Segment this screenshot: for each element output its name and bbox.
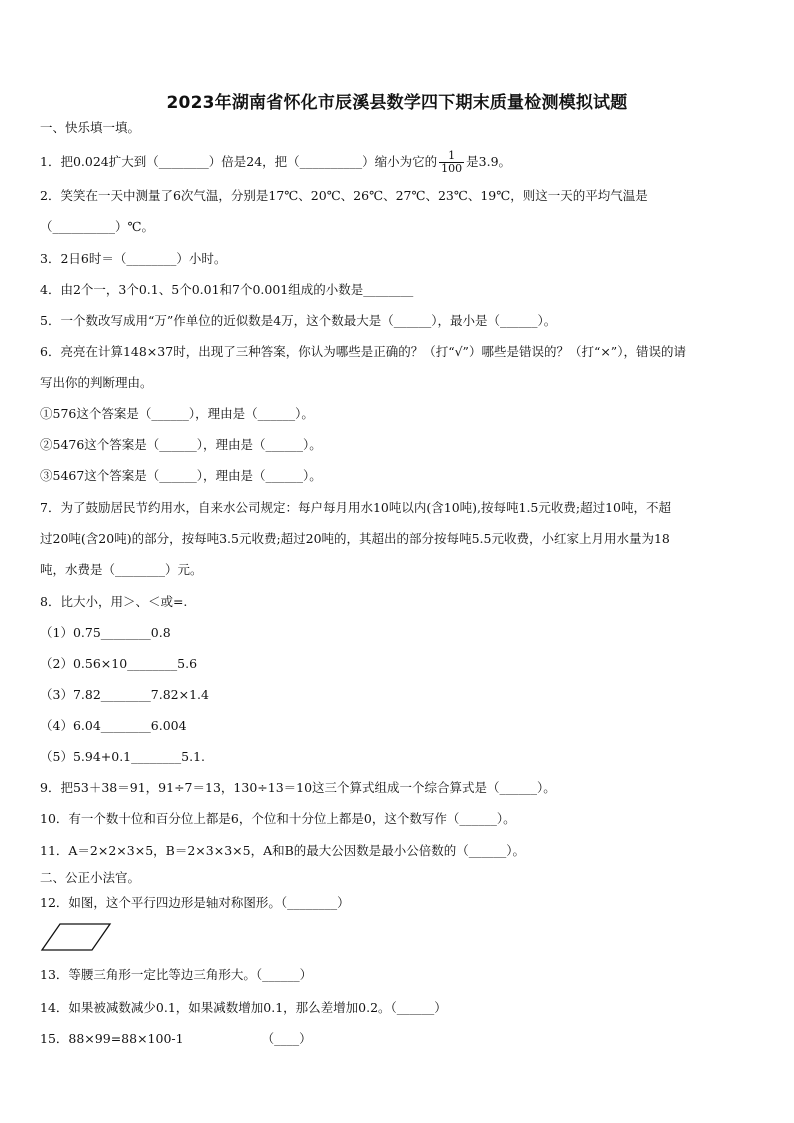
- question-8-item-5: （5）5.94+0.1________5.1.: [40, 749, 205, 764]
- question-8-item-2: （2）0.56×10________5.6: [40, 656, 198, 671]
- question-4: 4．由2个一，3个0.1、5个0.01和7个0.001组成的小数是________: [40, 282, 414, 297]
- question-8-item-4: （4）6.04________6.004: [40, 718, 187, 733]
- question-2-line-1: 2．笑笑在一天中测量了6次气温，分别是17℃、20℃、26℃、27℃、23℃、19℃，则这一天的平均气温是: [40, 188, 648, 203]
- page-title: 2023年湖南省怀化市辰溪县数学四下期末质量检测模拟试题: [166, 93, 628, 113]
- question-15: [40, 1031, 760, 1047]
- question-5: 5．一个数改写成用“万”作单位的近似数是4万，这个数最大是（______），最小是（______）。: [40, 313, 557, 328]
- question-7-line-3: 吨，水费是（________）元。: [40, 562, 203, 577]
- question-8-item-1: （1）0.75________0.8: [40, 625, 171, 640]
- question-6-line-1: 6．亮亮在计算148×37时，出现了三种答案，你认为哪些是正确的？（打“√”）哪些是错误的？（打“×”），错误的请: [40, 344, 686, 359]
- section-heading-judge: 二、公正小法官。: [40, 870, 141, 885]
- question-8: 8．比大小，用＞、＜或=.: [40, 594, 188, 609]
- question-7-line-1: 7．为了鼓励居民节约用水，自来水公司规定：每户每月用水10吨以内(含10吨),按每吨1.5元收费;超过10吨，不超: [40, 500, 671, 515]
- question-14: 14．如果被减数减少0.1，如果减数增加0.1，那么差增加0.2。（______）: [40, 1000, 447, 1015]
- question-6-item-2: ②5476这个答案是（______），理由是（______）。: [40, 437, 322, 452]
- question-13: 13．等腰三角形一定比等边三角形大。（______）: [40, 967, 313, 982]
- question-6-item-3: ③5467这个答案是（______），理由是（______）。: [40, 468, 322, 483]
- section-heading-fill-in: 一、快乐填一填。: [40, 120, 141, 135]
- question-1-text: 1．把0.024扩大到（________）倍是24，把（__________）缩小为它的: [40, 154, 438, 169]
- fraction-denominator: 100: [441, 162, 463, 175]
- parallelogram-outline: [42, 924, 110, 950]
- fraction-one-hundredth: [439, 150, 464, 175]
- parallelogram-figure: [40, 922, 112, 952]
- fraction-numerator: 1: [448, 149, 456, 162]
- question-1: [40, 150, 760, 175]
- question-15-answer-blank: （____）: [261, 1031, 312, 1046]
- question-6-item-1: ①576这个答案是（______），理由是（______）。: [40, 406, 314, 421]
- question-15-expression: 15．88×99=88×100-1: [40, 1031, 184, 1046]
- question-2-line-2: （__________）℃。: [40, 219, 154, 234]
- question-9: 9．把53＋38＝91，91÷7＝13，130÷13＝10这三个算式组成一个综合算式是（______）。: [40, 780, 556, 795]
- question-3: 3．2日6时＝（________）小时。: [40, 251, 227, 266]
- question-8-item-3: （3）7.82________7.82×1.4: [40, 687, 209, 702]
- question-10: 10．有一个数十位和百分位上都是6，个位和十分位上都是0，这个数写作（______）。: [40, 811, 516, 826]
- question-7-line-2: 过20吨(含20吨)的部分，按每吨3.5元收费;超过20吨的，其超出的部分按每吨5.5元收费，小红家上月用水量为18: [40, 531, 670, 546]
- question-12: 12．如图，这个平行四边形是轴对称图形。（________）: [40, 895, 350, 910]
- question-1-tail: 是3.9。: [466, 154, 512, 169]
- question-11: 11．A＝2×2×3×5，B＝2×3×3×5，A和B的最大公因数是最小公倍数的（______）。: [40, 843, 526, 858]
- question-6-line-2: 写出你的判断理由。: [40, 375, 153, 390]
